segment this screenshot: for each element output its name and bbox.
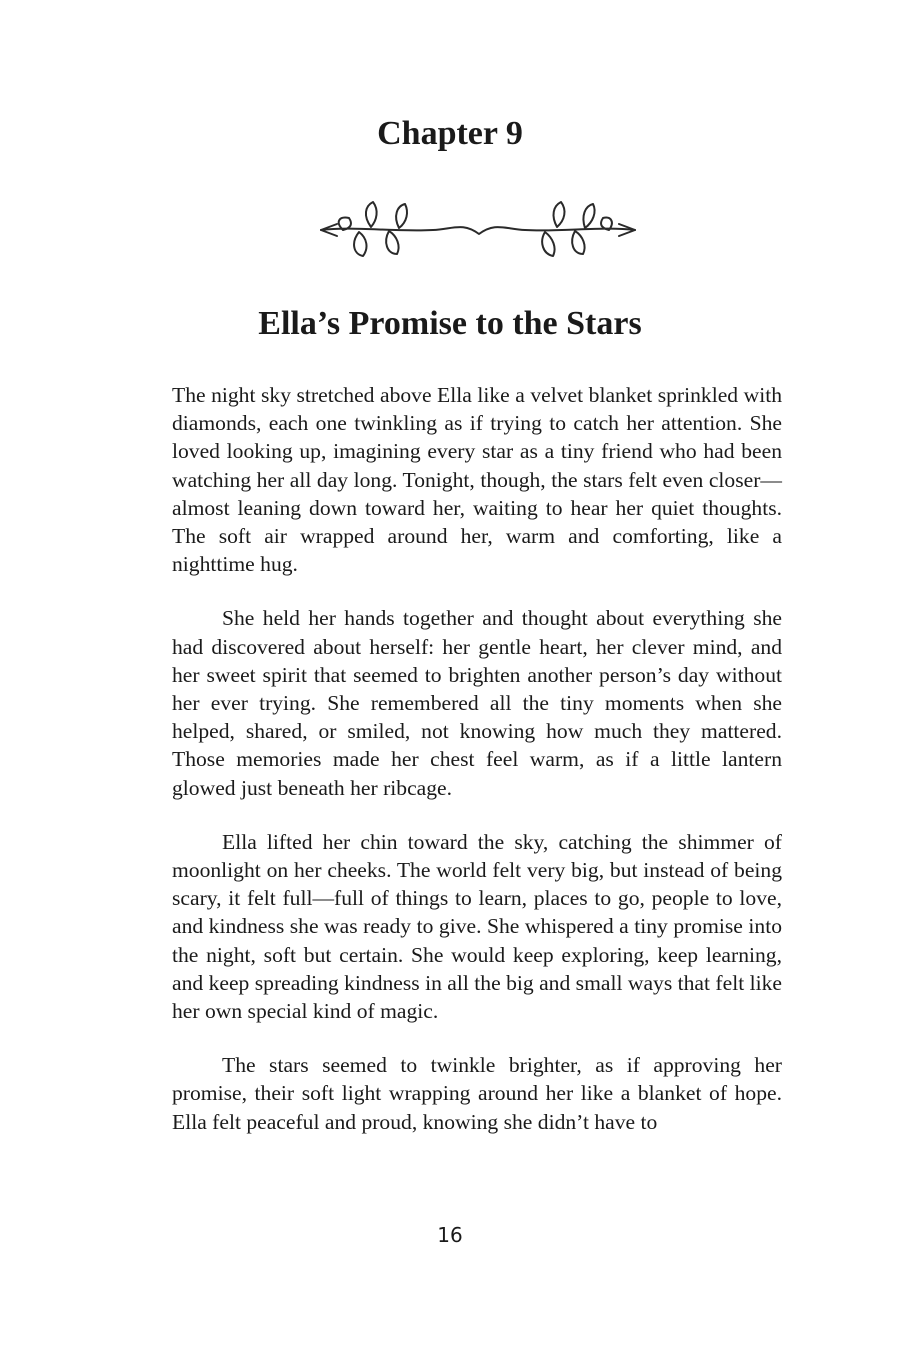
paragraph: Ella lifted her chin toward the sky, catching the shimmer of moonlight on her cheeks. The world felt very big, but instead of being scary, it felt full—full of things to learn, places to go, people to love, and kindness she was ready to give. She whispered a tiny promise into the night, soft but certain. She would keep exploring, keep learning, and keep spreading kindness in all the big and small ways that felt like her own special kind of magic. [172,829,782,1024]
chapter-number-heading: Chapter 9 [377,115,523,152]
paragraph: The stars seemed to twinkle brighter, as if approving her promise, their soft light wrapping around her like a blanket of hope. Ella felt peaceful and proud, knowing she didn’t have to [172,1053,782,1134]
leafy-vine-divider-icon [313,194,643,266]
paragraph: The night sky stretched above Ella like a velvet blanket sprinkled with diamonds, each one twinkling as if trying to catch her attention. She loved looking up, imagining every star as a tiny friend who had been watching her all day long. Tonight, though, the stars felt even closer—almost leaning down toward her, waiting to hear her quiet thoughts. The soft air wrapped around her, warm and comforting, like a nighttime hug. [172,383,782,577]
page-number: 16 [437,1223,463,1247]
chapter-body [172,381,782,1162]
chapter-title: Ella’s Promise to the Stars [258,305,642,342]
paragraph: She held her hands together and thought about everything she had discovered about herself: her gentle heart, her clever mind, and her sweet spirit that seemed to brighten another person’s day without her ever trying. She remembered all the tiny moments when she helped, shared, or smiled, not knowing how much they mattered. Those memories made her chest feel warm, as if a little lantern glowed just beneath her ribcage. [172,606,782,800]
